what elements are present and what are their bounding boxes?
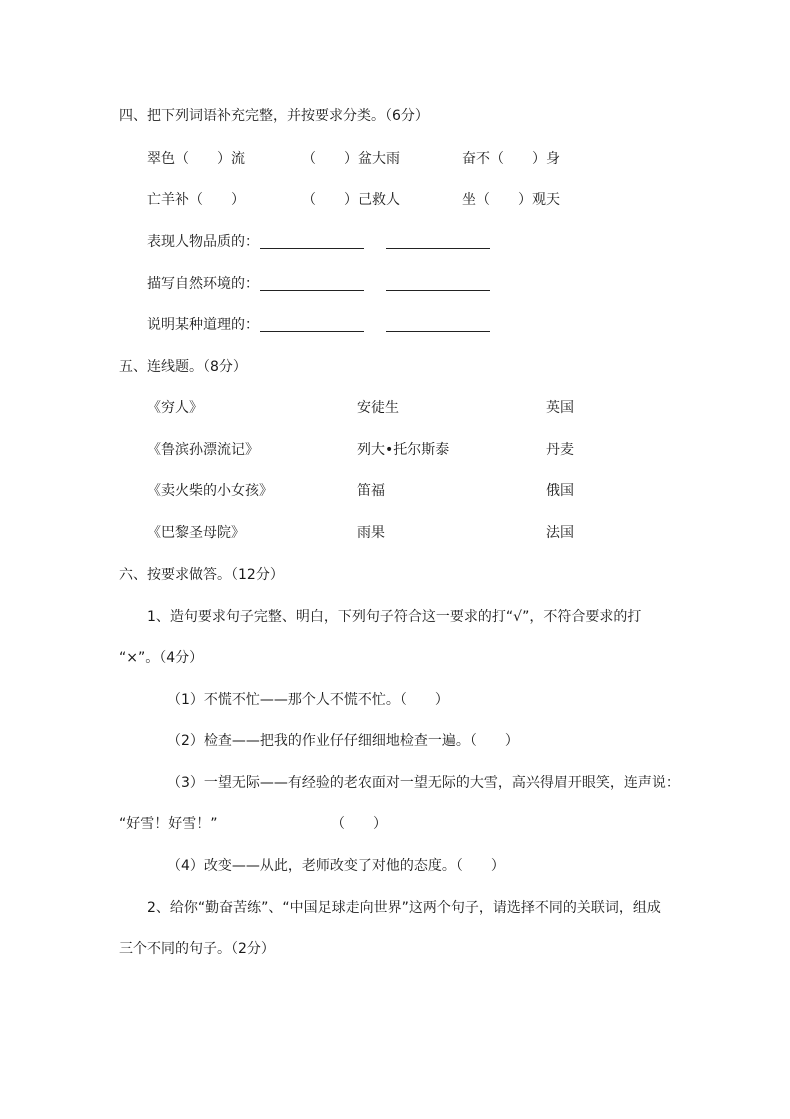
category-label: 表现人物品质的： bbox=[147, 234, 259, 250]
question-1-text-cont: “×”。（4分） bbox=[119, 650, 204, 666]
answer-blank[interactable] bbox=[260, 331, 364, 332]
author-name: 列大•托尔斯泰 bbox=[357, 442, 450, 458]
section-4-heading: 四、把下列词语补充完整，并按要求分类。（6分） bbox=[119, 108, 429, 124]
category-label: 说明某种道理的： bbox=[147, 317, 259, 333]
country-name: 俄国 bbox=[546, 483, 574, 499]
judgement-item: （1）不慌不忙——那个人不慌不忙。（ ） bbox=[167, 692, 449, 708]
word-item: 亡羊补（ ） bbox=[147, 192, 245, 208]
judgement-paren: （ ） bbox=[331, 816, 387, 832]
word-item: 坐（ ）观天 bbox=[462, 192, 560, 208]
question-1-text: 1、造句要求句子完整、明白，下列句子符合这一要求的打“√”，不符合要求的打 bbox=[147, 609, 642, 625]
answer-blank[interactable] bbox=[386, 248, 490, 249]
judgement-item: （4）改变——从此，老师改变了对他的态度。（ ） bbox=[167, 858, 505, 874]
answer-blank[interactable] bbox=[386, 290, 490, 291]
country-name: 法国 bbox=[546, 525, 574, 541]
question-2-text-cont: 三个不同的句子。（2分） bbox=[119, 941, 275, 957]
book-title: 《巴黎圣母院》 bbox=[147, 525, 245, 541]
answer-blank[interactable] bbox=[260, 248, 364, 249]
section-6-heading: 六、按要求做答。（12分） bbox=[119, 567, 284, 583]
book-title: 《穷人》 bbox=[147, 400, 203, 416]
answer-blank[interactable] bbox=[386, 331, 490, 332]
country-name: 丹麦 bbox=[546, 442, 574, 458]
author-name: 安徒生 bbox=[357, 400, 399, 416]
country-name: 英国 bbox=[546, 400, 574, 416]
answer-blank[interactable] bbox=[260, 290, 364, 291]
word-item: 奋不（ ）身 bbox=[462, 151, 560, 167]
book-title: 《鲁滨孙漂流记》 bbox=[147, 442, 259, 458]
word-item: （ ）己救人 bbox=[302, 192, 400, 208]
judgement-item: （3）一望无际——有经验的老农面对一望无际的大雪，高兴得眉开眼笑，连声说： bbox=[167, 775, 680, 791]
judgement-item: （2）检查——把我的作业仔仔细细地检查一遍。（ ） bbox=[167, 733, 519, 749]
question-2-text: 2、给你“勤奋苦练”、“中国足球走向世界”这两个句子，请选择不同的关联词，组成 bbox=[147, 900, 661, 916]
author-name: 雨果 bbox=[357, 525, 385, 541]
word-item: （ ）盆大雨 bbox=[302, 151, 400, 167]
category-label: 描写自然环境的： bbox=[147, 276, 259, 292]
author-name: 笛福 bbox=[357, 483, 385, 499]
judgement-item-cont: “好雪！好雪！” bbox=[119, 816, 218, 832]
book-title: 《卖火柴的小女孩》 bbox=[147, 483, 273, 499]
section-5-heading: 五、连线题。（8分） bbox=[119, 359, 247, 375]
word-item: 翠色（ ）流 bbox=[147, 151, 245, 167]
